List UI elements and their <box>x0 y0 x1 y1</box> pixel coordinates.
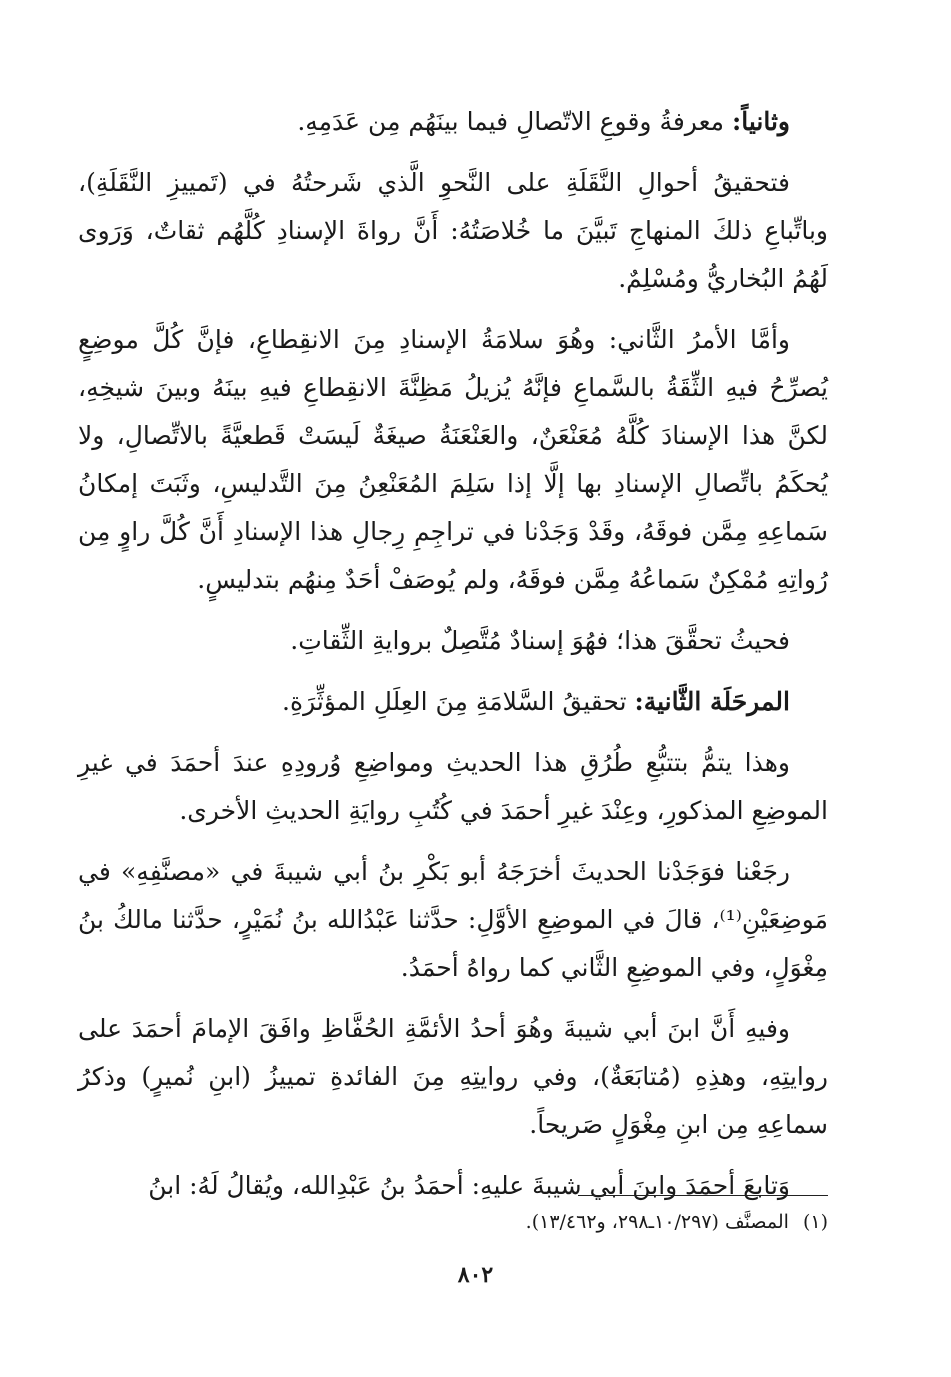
paragraph-2 <box>78 159 828 303</box>
paragraph-text: وفيهِ أَنَّ ابنَ أبي شيبةَ وهُوَ أحدُ الأئمَّةِ الحُفَّاظِ وافَقَ الإمامَ أحمَدَ على روايتِهِ، وهذِهِ (مُتابَعَةٌ)، وفي روايتِهِ مِنَ الفائدةِ تمييزُ (ابنِ نُميرٍ) وذكرُ سماعِهِ مِن ابنِ مِغْوَلٍ صَريحاً. <box>78 1014 828 1139</box>
paragraph-9 <box>78 1162 828 1210</box>
paragraph-text: فحيثُ تحقَّقَ هذا؛ فهُوَ إسنادٌ مُتَّصِلٌ بروايةِ الثِّقاتِ. <box>290 626 790 655</box>
paragraph-text: تحقيقُ السَّلامَةِ مِنَ العِلَلِ المؤثِّرَةِ. <box>282 687 635 716</box>
footnote <box>78 1207 828 1237</box>
footnote-number: (١) <box>802 1211 828 1233</box>
paragraph-6 <box>78 739 828 835</box>
paragraph-lead: وثانياً: <box>732 107 790 136</box>
paragraph-text: معرفةُ وقوعِ الاتّصالِ فيما بينَهُم مِن عَدَمِهِ. <box>297 107 732 136</box>
paragraph-8 <box>78 1005 828 1149</box>
footnote-separator <box>578 1195 828 1196</box>
paragraph-text: رجَعْنا فوَجَدْنا الحديثَ أخرَجَهُ أبو بَكْرِ بنُ أبي شيبةَ في «مصنَّفِهِ» في مَوضِعَيْنِ⁽¹⁾، قالَ في الموضِعِ الأوَّلِ: حدَّثنا عَبْدُالله بنُ نُمَيْرٍ، حدَّثنا مالكُ بنُ مِغْوَلٍ، وفي الموضِعِ الثَّاني كما رواهُ أحمَدُ. <box>78 857 828 982</box>
paragraph-3 <box>78 316 828 604</box>
paragraph-7 <box>78 848 828 992</box>
paragraph-4 <box>78 617 828 665</box>
paragraph-5 <box>78 678 828 726</box>
paragraph-text: وَتابعَ أحمَدَ وابنَ أبي شيبةَ عليهِ: أحمَدُ بنُ عَبْدِالله، ويُقالُ لَهُ: ابنُ <box>148 1171 790 1200</box>
paragraph-lead: المرحَلَة الثَّانية: <box>634 687 790 716</box>
paragraph-text: فتحقيقُ أحوالِ النَّقَلَةِ على النَّحوِ الَّذي شَرحتُهُ في (تَمييزِ النَّقَلَةِ)، وباتِّباعِ ذلكَ المنهاجِ تَبيَّنَ ما خُلاصَتُهُ: أَنَّ رواةَ الإسنادِ كُلَّهُم ثقاتٌ، وَرَوى لَهُمُ البُخاريُّ ومُسْلِمٌ. <box>78 168 828 293</box>
main-text <box>78 98 828 1223</box>
paragraph-text: وهذا يتمُّ بتتبُّعِ طُرُقِ هذا الحديثِ ومواضِعِ وُرودِهِ عندَ أحمَدَ في غيرِ الموضِعِ المذكورِ، وعِنْدَ غيرِ أحمَدَ في كُتُبِ روايَةِ الحديثِ الأخرى. <box>78 748 828 825</box>
page-number: ٨٠٢ <box>457 1262 494 1288</box>
footnote-text: المصنَّف (١٠/٢٩٧ـ٢٩٨، و١٣/٤٦٢). <box>525 1211 789 1233</box>
paragraph-1 <box>78 98 828 146</box>
paragraph-text: وأمَّا الأمرُ الثَّاني: وهُوَ سلامَةُ الإسنادِ مِنَ الانقِطاعِ، فإنَّ كُلَّ موضِعٍ يُصرِّحُ فيهِ الثِّقَةُ بالسَّماعِ فإنَّهُ يُزيلُ مَظِنَّةَ الانقِطاعِ فيهِ بينَهُ وبينَ شيخِهِ، لكنَّ هذا الإسنادَ كُلَّهُ مُعَنْعَنٌ، والعَنْعَنَةُ صيغَةٌ لَيسَتْ قَطعيَّةً بالاتِّصالِ، ولا يُحكَمُ باتِّصالِ الإسنادِ بها إلَّا إذا سَلِمَ المُعَنْعِنُ مِنَ التَّدليسِ، وثَبَتَ إمكانُ سَماعِهِ مِمَّن فوقَهُ، وقَدْ وَجَدْنا في تراجِمِ رِجالِ هذا الإسنادِ أَنَّ كُلَّ راوٍ مِن رُواتِهِ مُمْكِنٌ سَماعُهُ مِمَّن فوقَهُ، ولم يُوصَفْ أحَدٌ مِنهُم بتدليسٍ. <box>78 325 828 594</box>
